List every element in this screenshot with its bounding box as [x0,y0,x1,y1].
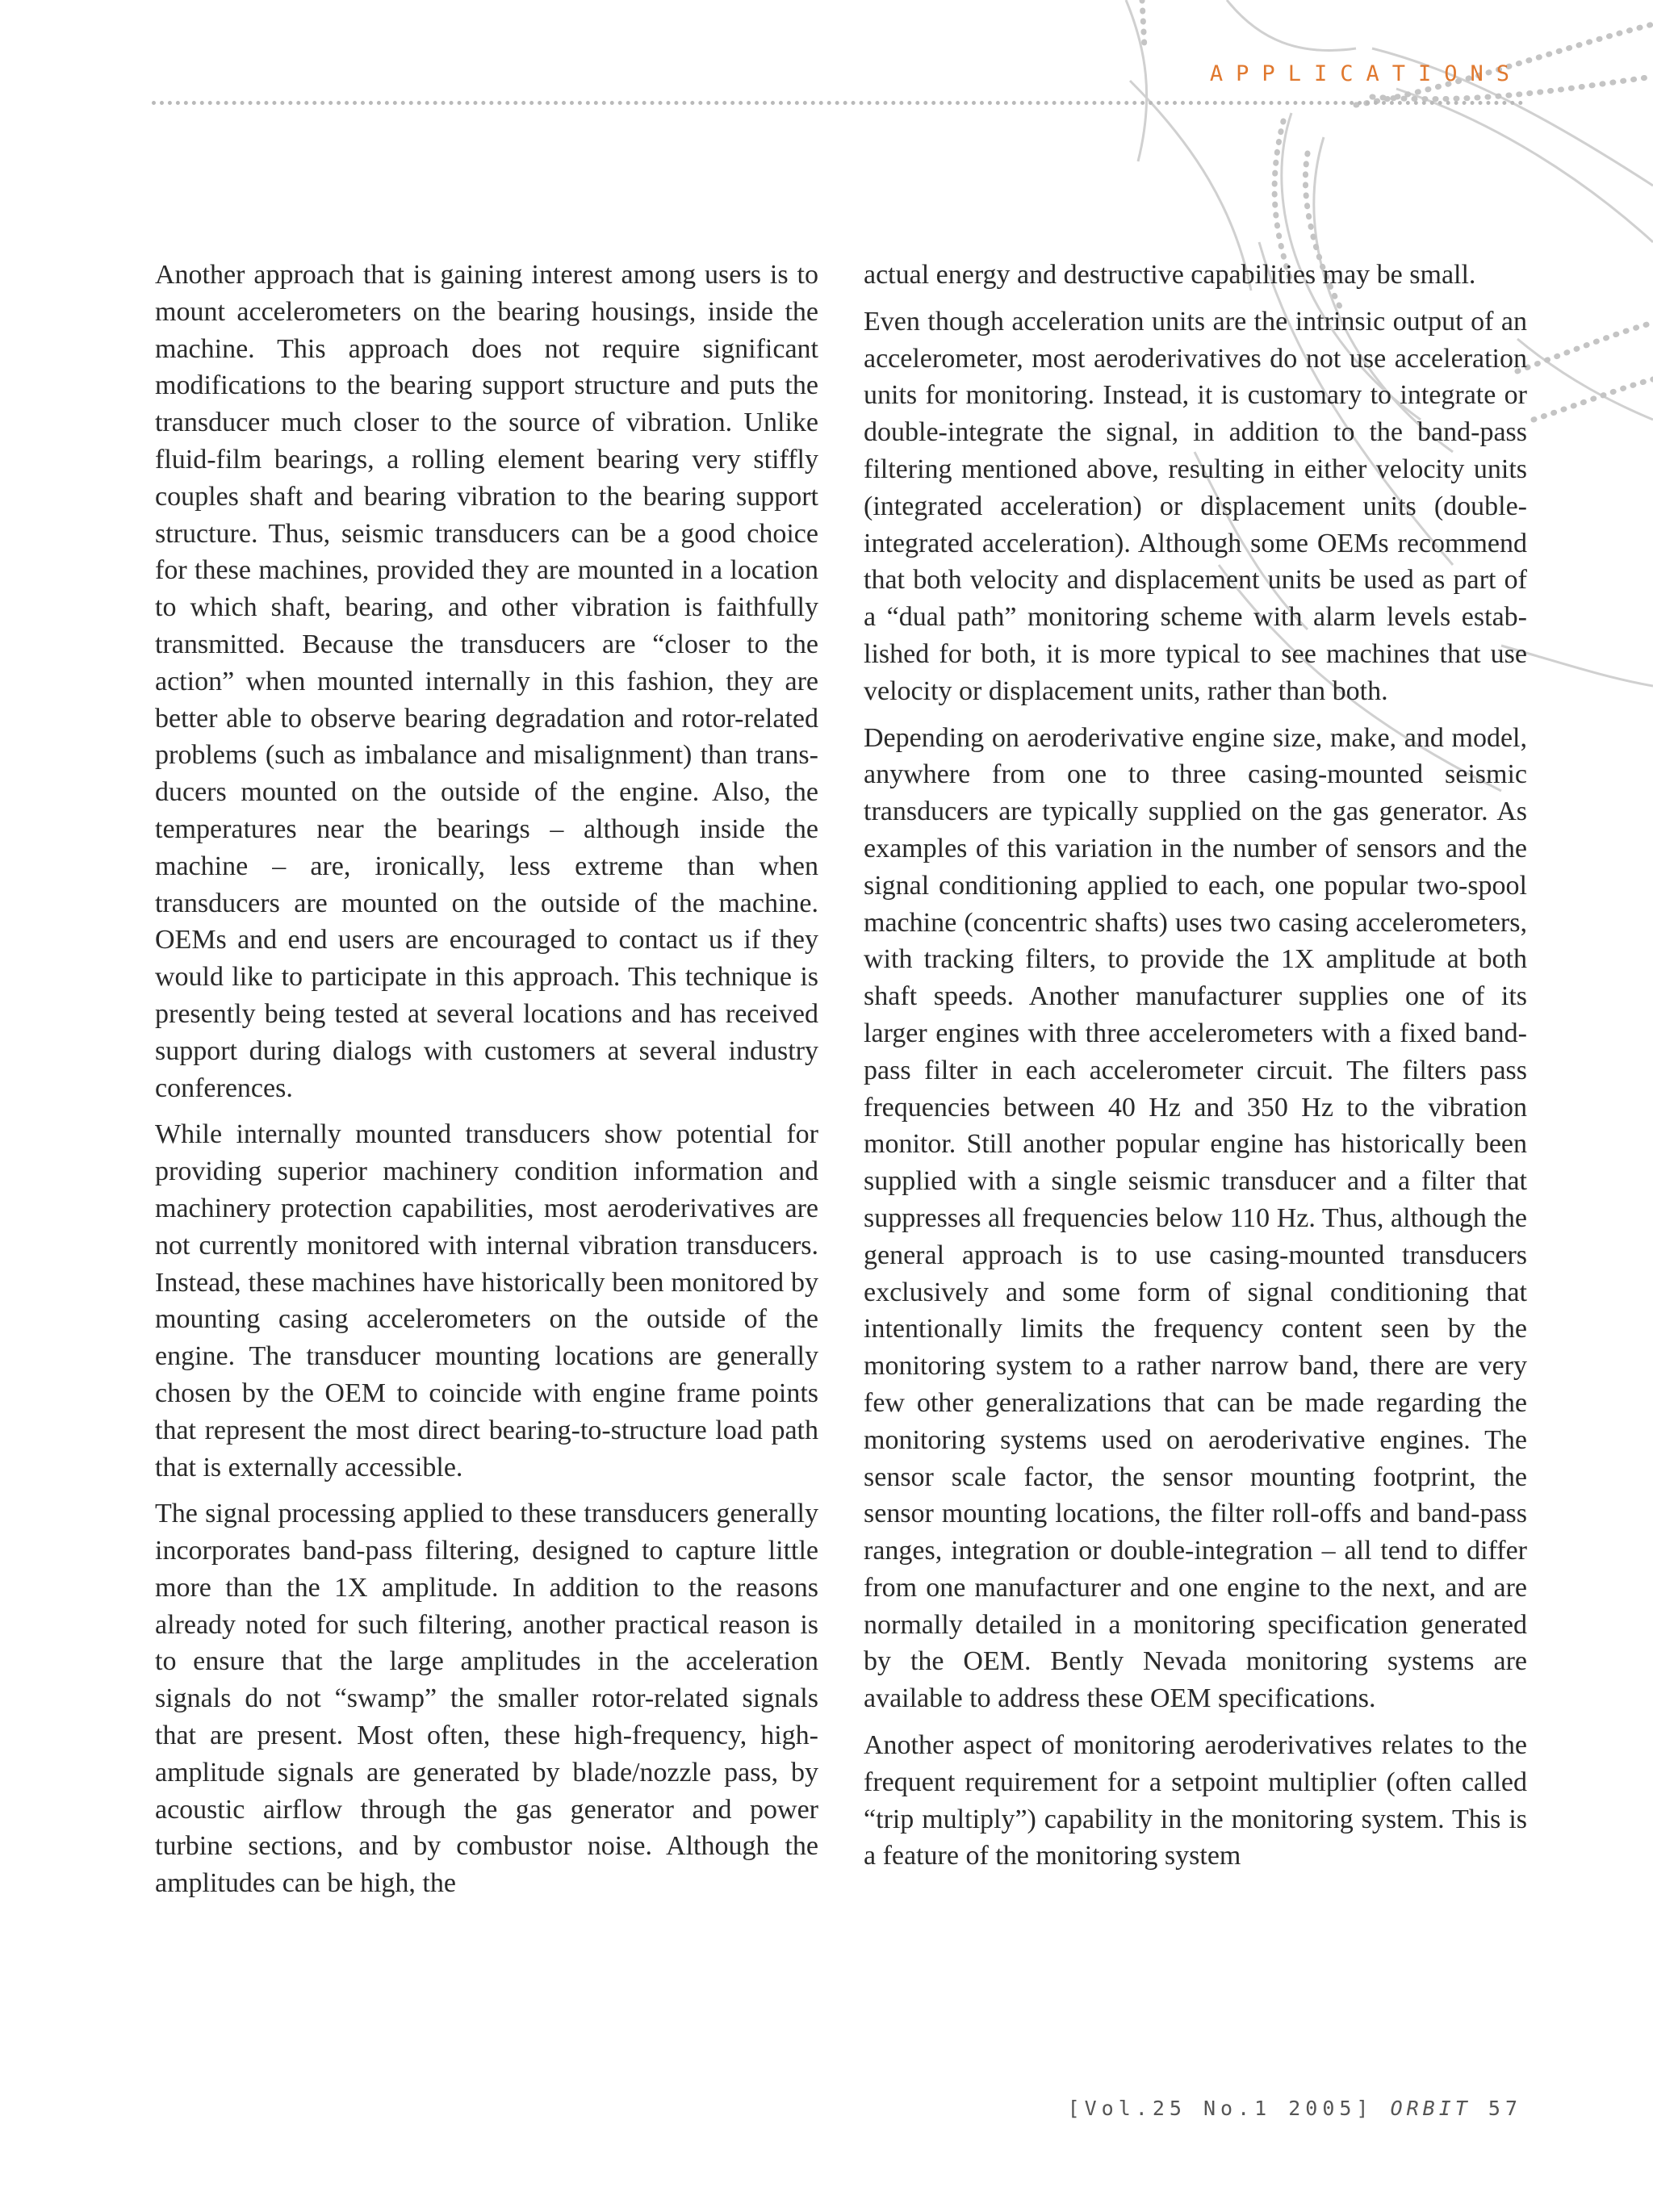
section-label: APPLICATIONS [1209,61,1522,86]
paragraph: Depending on aeroderivative engine size, make, and model, anywhere from one to three casing-mounted seismic transducers are typically supplied on the gas generator. As examples of this variation in the number of sensors and the signal conditioning applied to each, one popular two-spool machine (concentric shafts) uses two casing accelerometers, with tracking filters, to provide the 1X amplitude at both shaft speeds. Another manufacturer supplies one of its larger engines with three accelerometers with a fixed band-pass filter in each accelerometer circuit. The filters pass frequencies between 40 Hz and 350 Hz to the vibration monitor. Still another popular engine has historically been supplied with a single seismic transducer and a filter that suppresses all frequencies below 110 Hz. Thus, although the general approach is to use casing-mounted transducers exclusively and some form of signal conditioning that intentionally limits the frequency content seen by the monitoring system to a rather narrow band, there are very few other generalizations that can be made regarding the monitoring systems used on aeroderivative engines. The sensor scale factor, the sensor mounting footprint, the sensor mounting locations, the filter roll-offs and band-pass ranges, integration or double-integration – all tend to differ from one manufacturer and one engine to the next, and are normally detailed in a monitoring specification generated by the OEM. Bently Nevada monitoring systems are available to address these OEM specifications. [864,722,1527,1714]
left-text-column [155,257,818,1912]
paragraph: Another approach that is gaining interest among users is to mount accelerometers on the bearing housings, inside the machine. This approach does not require significant modifications to the bearing support structure and puts the transducer much closer to the source of vibration. Unlike fluid-film bearings, a rolling element bearing very stiffly couples shaft and bearing vibration to the bearing support structure. Thus, seismic transducers can be a good choice for these machines, provided they are mounted in a location to which shaft, bearing, and other vibration is faithfully transmitted. Because the transducers are “closer to the action” when mounted internally in this fashion, they are better able to observe bearing degradation and rotor-related problems (such as imbalance and misalignment) than transducers mounted on the outside of the engine. Also, the temperatures near the bearings – although inside the machine – are, ironically, less extreme than when transducers are mounted on the outside of the machine. OEMs and end users are encouraged to contact us if they would like to participate in this approach. This technique is presently being tested at several locations and has received support during dialogs with customers at several industry conferences. [155,260,818,1103]
paragraph: actual energy and destructive capabilities may be small. [864,260,1476,290]
paragraph: The signal processing applied to these transducers generally incorporates band-pass filtering, designed to capture little more than the 1X amplitude. In addition to the reasons already noted for such filtering, another practical reason is to ensure that the large amplitudes in the acceleration signals do not “swamp” the smaller rotor-related signals that are present. Most often, these high-frequency, high-amplitude signals are generated by blade/nozzle pass, by acoustic airflow through the gas generator and power turbine sections, and by combustor noise. Although the amplitudes can be high, the [155,1499,818,1899]
right-text-column [864,257,1527,1884]
paragraph: Another aspect of monitoring aeroderivatives relates to the frequent requirement for a setpoint multiplier (often called “trip multiply”) capability in the monitoring system. This is a feature of the monitoring system [864,1730,1527,1871]
magazine-title: ORBIT [1390,2097,1471,2120]
issue-info: [Vol.25 No.1 2005] [1067,2097,1374,2120]
paragraph: While internally mounted transducers show potential for providing superior machinery condition information and machinery protection capabilities, most aeroderivatives are not currently monitored with internal vibration transducers. Instead, these machines have historically been monitored by mounting casing accelerometers on the outside of the engine. The transducer mounting locations are generally chosen by the OEM to coincide with engine frame points that represent the most direct bearing-to-structure load path that is externally accessible. [155,1119,818,1482]
page-footer [1068,2097,1522,2120]
page-number: 57 [1488,2097,1522,2120]
header-dotted-rule [152,101,1524,105]
paragraph: Even though acceleration units are the intrinsic output of an accelerometer, most aeroderivatives do not use acceleration units for monitoring. Instead, it is customary to integrate or double-integrate the signal, in addition to the band-pass filtering mentioned above, resulting in either velocity units (integrated acceleration) or displacement units (double-integrated acceleration). Although some OEMs recommend that both velocity and displacement units be used as part of a “dual path” monitoring scheme with alarm levels established for both, it is more typical to see machines that use velocity or displacement units, rather than both. [864,306,1527,706]
